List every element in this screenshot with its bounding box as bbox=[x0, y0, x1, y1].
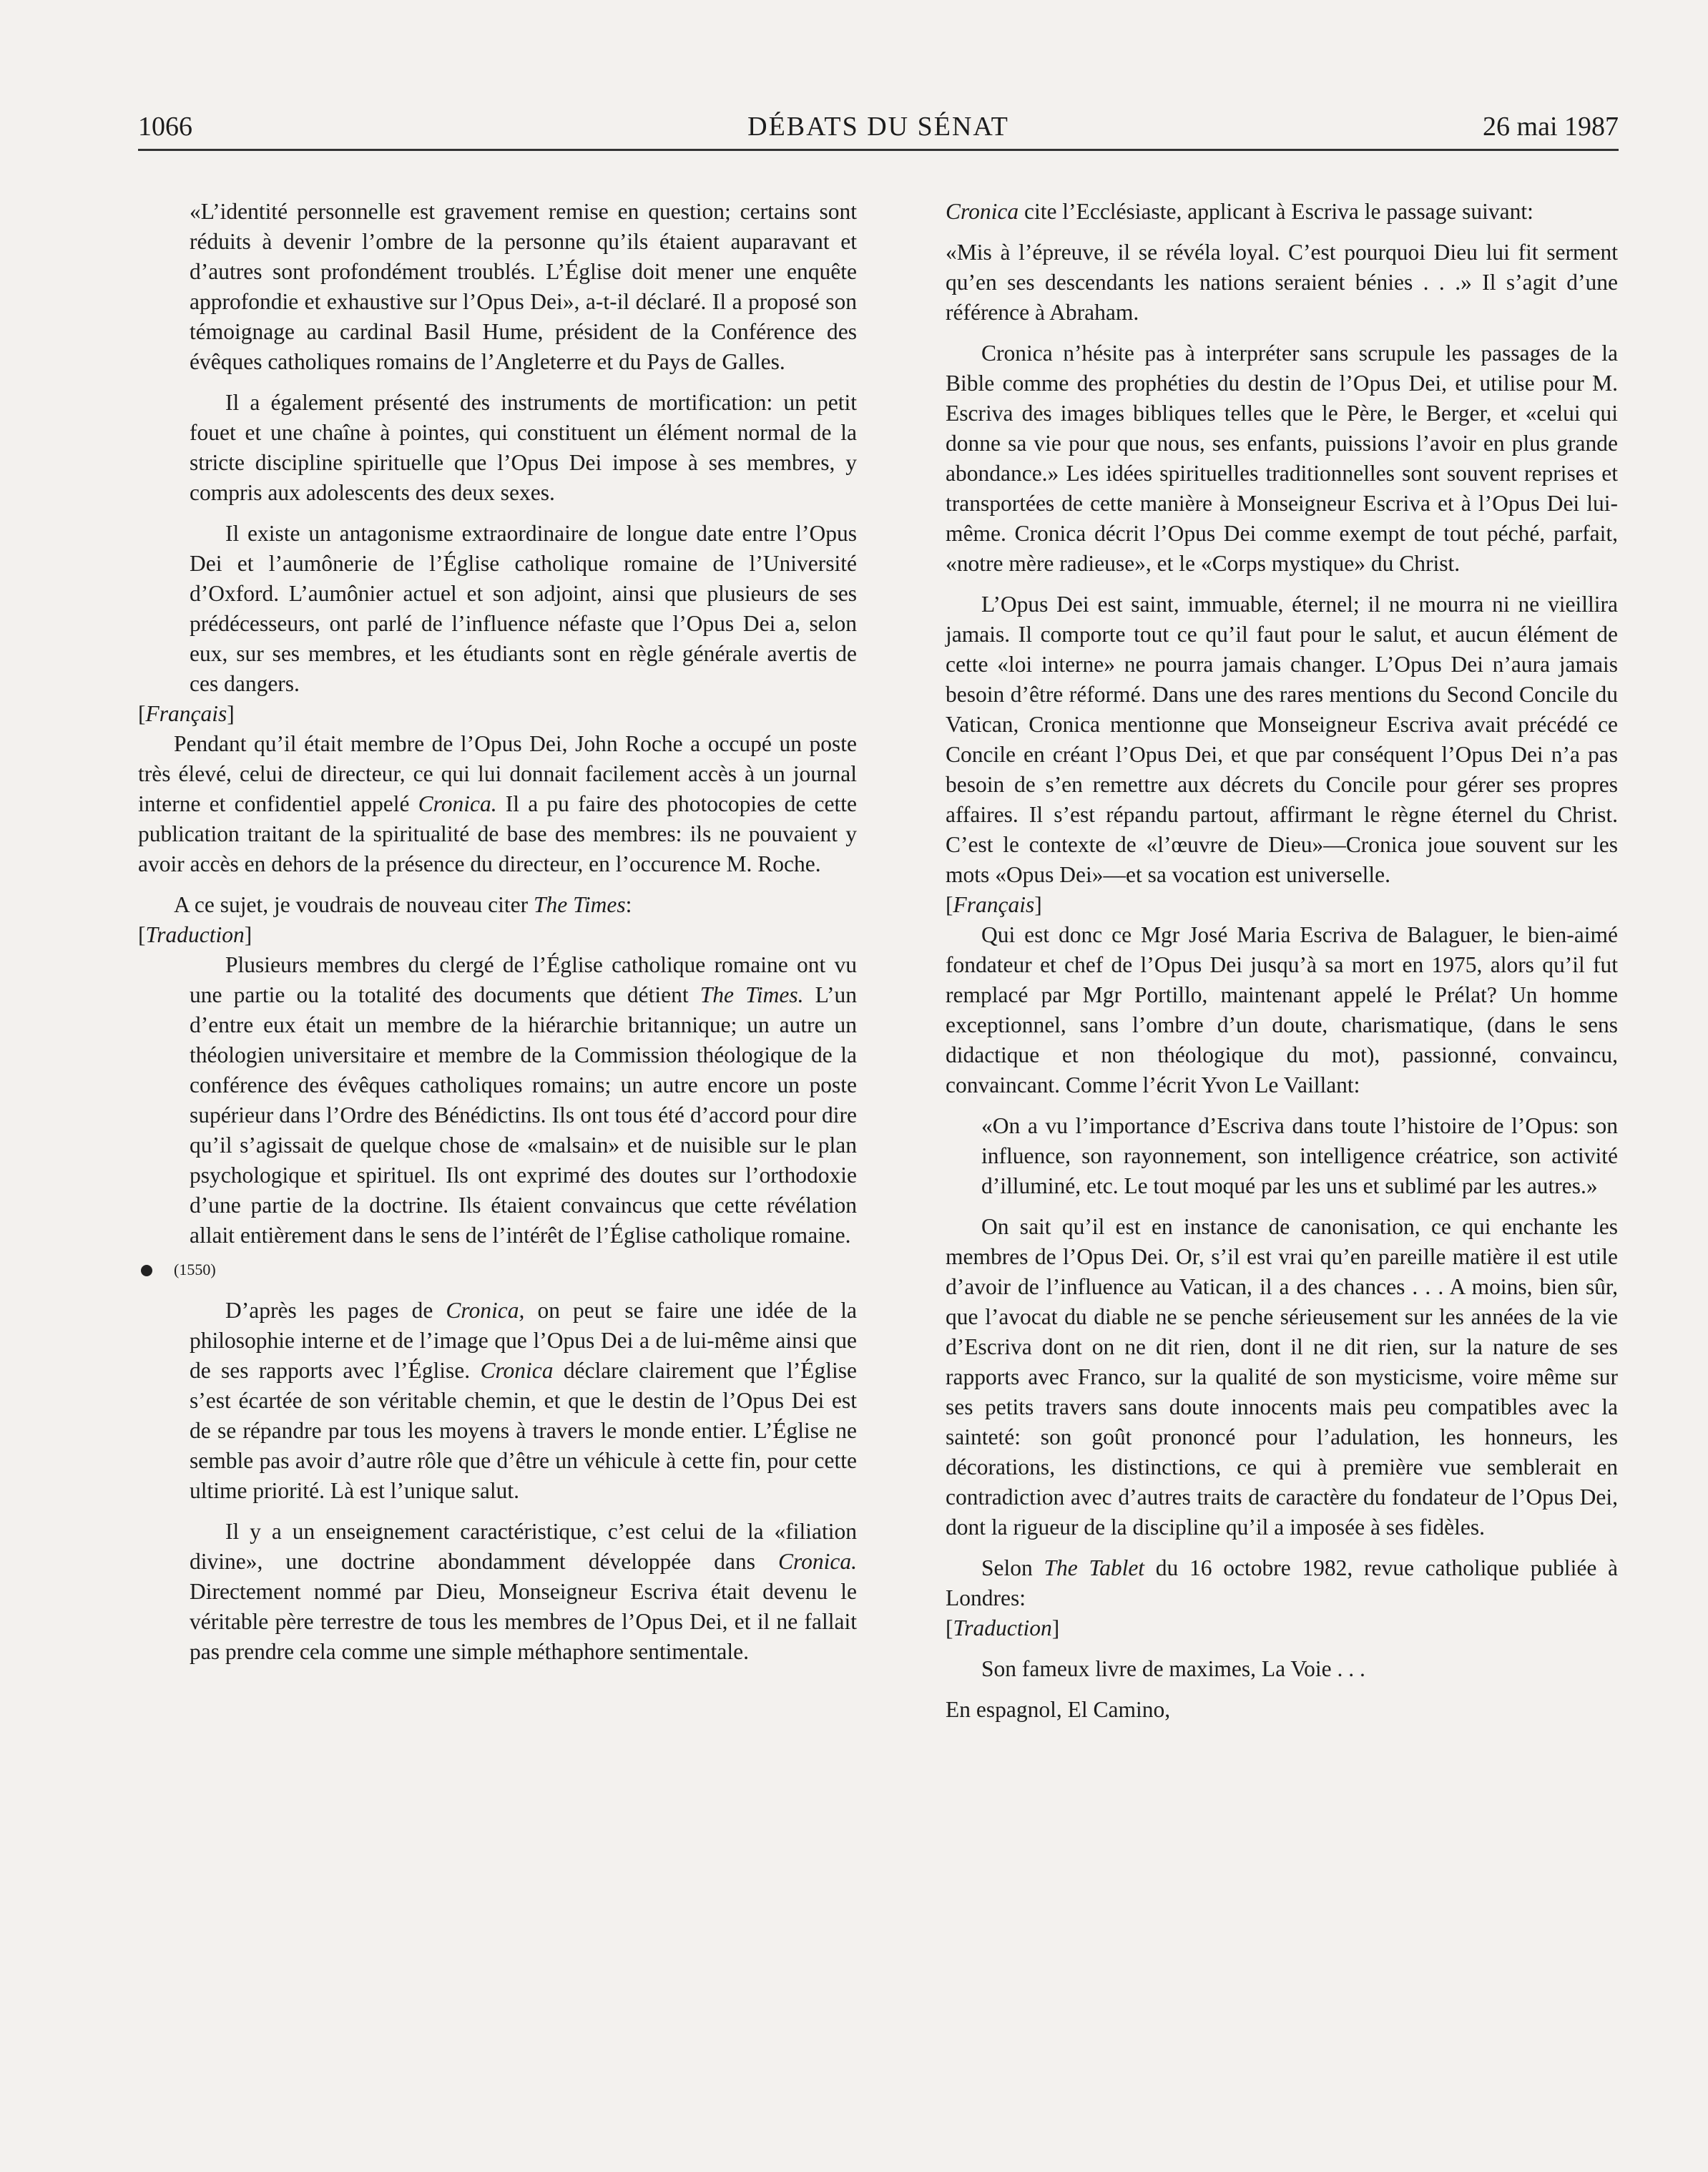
language-label: [Français] bbox=[138, 701, 235, 726]
paragraph: «Mis à l’épreuve, il se révéla loyal. C’est pourquoi Dieu lui fit serment qu’en ses descendants les nations seraient bénies . . .» Il s’agit d’une référence à Abraham. bbox=[946, 240, 1618, 325]
page-header bbox=[138, 109, 1619, 151]
publication-title: DÉBATS DU SÉNAT bbox=[747, 112, 1009, 142]
paragraph: Pendant qu’il était membre de l’Opus Dei, John Roche a occupé un poste très élevé, celui de directeur, ce qui lui donnait facilement accès à un journal interne et confidentiel appelé Cronica. Il a pu faire des photocopies de cette publication traitant de la spiritualité de base des membres: ils ne pouvaient y avoir accès en dehors de la présence du directeur, en l’occurence M. Roche. bbox=[138, 731, 857, 876]
language-label: [Français] bbox=[946, 892, 1042, 917]
translation-label: [Traduction] bbox=[946, 1615, 1060, 1640]
paragraph: Cronica n’hésite pas à interpréter sans scrupule les passages de la Bible comme des prophéties du destin de l’Opus Dei, et utilise pour M. Escriva des images bibliques telles que le Père, le Berger, et «celui qui donne sa vie pour que nous, ses enfants, puissions l’avoir en plus grande abondance.» Les idées spirituelles traditionnelles sont souvent reprises et transportées de cette manière à Monseigneur Escriva et à l’Opus Dei lui-même. Cronica décrit l’Opus Dei comme exempt de tout péché, parfait, «notre mère radieuse», et le «Corps mystique» du Christ. bbox=[946, 341, 1618, 576]
paragraph: En espagnol, El Camino, bbox=[946, 1697, 1171, 1722]
quoted-paragraph: Il y a un enseignement caractéristique, c’est celui de la «filiation divine», une doctrine abondamment développée dans Cronica. Directement nommé par Dieu, Monseigneur Escriva était devenu le véritable père terrestre de tous les membres de l’Opus Dei, et il ne fallait pas prendre cela comme une simple méthaphore sentimentale. bbox=[190, 1519, 857, 1664]
time-marker: (1550) bbox=[138, 1255, 857, 1285]
quoted-paragraph: Son fameux livre de maximes, La Voie . . . bbox=[981, 1656, 1365, 1681]
page-number: 1066 bbox=[138, 112, 192, 142]
quoted-paragraph: «On a vu l’importance d’Escriva dans toute l’histoire de l’Opus: son influence, son rayonnement, son intelligence créatrice, son activité d’illuminé, etc. Le tout moqué par les uns et sublimé par les autres.» bbox=[981, 1113, 1618, 1198]
bullet-icon bbox=[141, 1265, 152, 1276]
quoted-paragraph: «L’identité personnelle est gravement remise en question; certains sont réduits à devenir l’ombre de la personne qu’ils étaient auparavant et d’autres sont profondément troublés. L’Église doit mener une enquête approfondie et exhaustive sur l’Opus Dei», a-t-il déclaré. Il a proposé son témoignage au cardinal Basil Hume, président de la Conférence des évêques catholiques romains de l’Angleterre et du Pays de Galles. bbox=[190, 199, 857, 374]
paragraph: Qui est donc ce Mgr José Maria Escriva de Balaguer, le bien-aimé fondateur et chef de l’Opus Dei jusqu’à sa mort en 1975, alors qu’il fut remplacé par Mgr Portillo, maintenant appelé le Prélat? Un homme exceptionnel, sans l’ombre d’un doute, charismatique, (dans le sens didactique et non théologique du mot), passionné, convaincu, convaincant. Comme l’écrit Yvon Le Vaillant: bbox=[946, 922, 1618, 1097]
translation-label: [Traduction] bbox=[138, 922, 252, 947]
quoted-paragraph: Il existe un antagonisme extraordinaire de longue date entre l’Opus Dei et l’aumônerie de l’Église catholique romaine de l’Université d’Oxford. L’aumônier actuel et son adjoint, ainsi que plusieurs de ses prédécesseurs, ont parlé de l’influence néfaste que l’Opus Dei a, selon eux, sur ses membres, et les étudiants sont en règle générale avertis de ces dangers. bbox=[190, 521, 857, 696]
quoted-paragraph: Plusieurs membres du clergé de l’Église catholique romaine ont vu une partie ou la totalité des documents que détient The Times. L’un d’entre eux était un membre de la hiérarchie britannique; un autre un théologien universitaire et membre de la Commission théologique de la conférence des évêques catholiques romains; un autre encore un poste supérieur dans l’Ordre des Bénédictins. Ils ont tous été d’accord pour dire qu’il s’agissait de quelque chose de «malsain» et de nuisible sur le plan psychologique et spirituel. Ils ont exprimé des doutes sur l’orthodoxie d’une partie de la doctrine. Ils étaient convaincus que cette révélation allait entièrement dans le sens de l’intérêt de l’Église catholique romaine. bbox=[190, 952, 857, 1248]
quoted-paragraph: D’après les pages de Cronica, on peut se faire une idée de la philosophie interne et de l’image que l’Opus Dei a de lui-même ainsi que de ses rapports avec l’Église. Cronica déclare clairement que l’Église s’est écartée de son véritable chemin, et que le destin de l’Opus Dei est de se répandre par tous les moyens à travers le monde entier. L’Église ne semble pas avoir d’autre rôle que d’être un véhicule à cette fin, pour cette ultime priorité. Là est l’unique salut. bbox=[190, 1298, 858, 1503]
left-column bbox=[138, 197, 857, 1667]
paragraph: Cronica cite l’Ecclésiaste, applicant à Escriva le passage suivant: bbox=[946, 199, 1533, 224]
publication-date: 26 mai 1987 bbox=[1483, 112, 1619, 142]
paragraph: A ce sujet, je voudrais de nouveau citer The Times: bbox=[174, 892, 632, 917]
paragraph: L’Opus Dei est saint, immuable, éternel; il ne mourra ni ne vieillira jamais. Il comporte tout ce qu’il faut pour le salut, et aucun élément de cette «loi interne» ne pourra jamais changer. L’Opus Dei n’aura jamais besoin d’être réformé. Dans une des rares mentions du Second Concile du Vatican, Cronica mentionne que Monseigneur Escriva avait précédé ce Concile en créant l’Opus Dei, et que par conséquent l’Opus Dei n’a pas besoin de s’en remettre aux décrets du Concile pour gérer ses propres affaires. Il s’est répandu partout, affirmant le règne éternel du Christ. C’est le contexte de «l’œuvre de Dieu»—Cronica joue souvent sur les mots «Opus Dei»—et sa vocation est universelle. bbox=[946, 592, 1618, 887]
quoted-paragraph: Il a également présenté des instruments de mortification: un petit fouet et une chaîne à pointes, qui constituent un élément normal de la stricte discipline spirituelle que l’Opus Dei impose à ses membres, y compris aux adolescents des deux sexes. bbox=[190, 390, 857, 505]
paragraph: Selon The Tablet du 16 octobre 1982, revue catholique publiée à Londres: bbox=[946, 1555, 1618, 1610]
paragraph: On sait qu’il est en instance de canonisation, ce qui enchante les membres de l’Opus Dei. Or, s’il est vrai qu’en pareille matière il est utile d’avoir de l’influence au Vatican, il a des chances . . . A moins, bien sûr, que l’avocat du diable ne se penche sérieusement sur les années de la vie d’Escriva dont on ne dit rien, dont il ne dit rien, sur la nature de ses rapports avec Franco, sur la qualité de son mysticisme, voire même sur ses petits travers sans doute innocents mais peu compatibles avec la sainteté: son goût prononcé pour l’adulation, les honneurs, les décorations, les distinctions, ce qui à première vue semblerait en contradiction avec d’autres traits de caractère du fondateur de l’Opus Dei, dont la rigueur de la discipline qu’il a imposée à ses fidèles. bbox=[946, 1214, 1618, 1540]
right-column bbox=[946, 197, 1618, 1725]
